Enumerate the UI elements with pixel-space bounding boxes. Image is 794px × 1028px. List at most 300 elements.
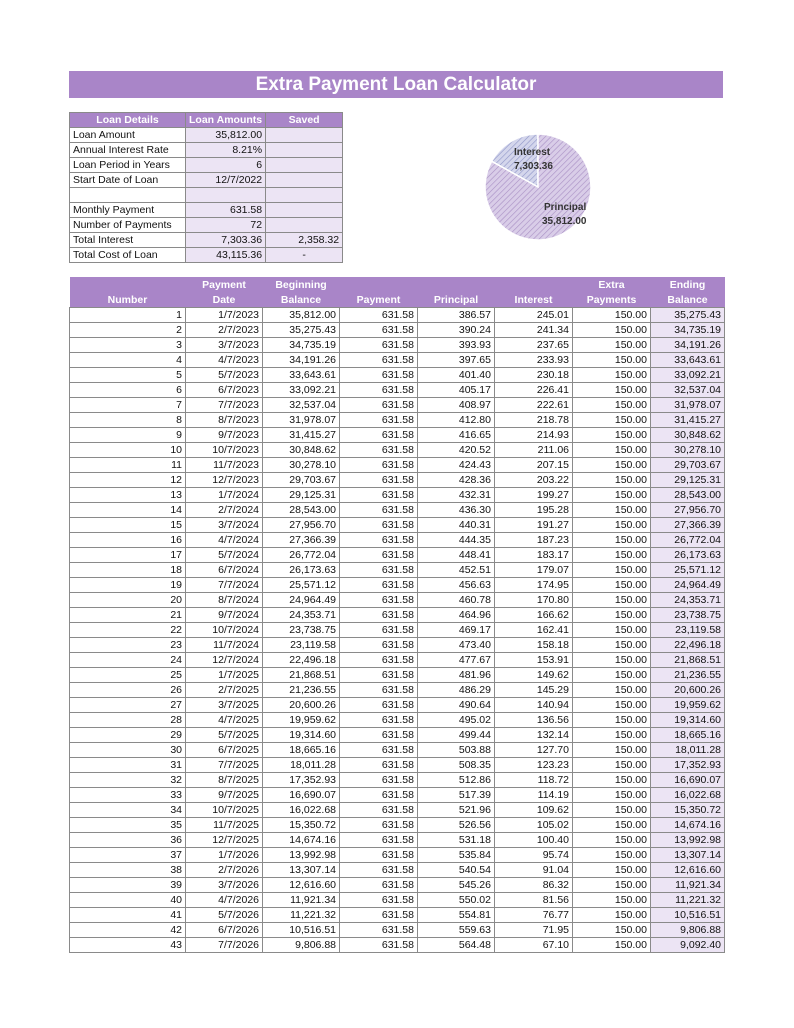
cell-interest: 179.07 [495,563,573,578]
cell-extra-payments: 150.00 [573,548,651,563]
cell-payment: 631.58 [340,713,418,728]
cell-extra-payments: 150.00 [573,323,651,338]
cell-number: 38 [70,863,186,878]
cell-principal: 452.51 [418,563,495,578]
cell-beginning-balance: 21,868.51 [263,668,340,683]
table-row [70,833,725,848]
table-row [70,653,725,668]
cell-payment: 631.58 [340,908,418,923]
cell-number: 33 [70,788,186,803]
loan-details-table [69,112,343,263]
cell-extra-payments: 150.00 [573,698,651,713]
cell-ending-balance: 26,772.04 [651,533,725,548]
cell-interest: 162.41 [495,623,573,638]
cell-number: 41 [70,908,186,923]
table-row [70,563,725,578]
table-row [70,518,725,533]
cell-number: 25 [70,668,186,683]
cell-extra-payments: 150.00 [573,818,651,833]
detail-amount: 12/7/2022 [186,173,266,188]
cell-extra-payments: 150.00 [573,608,651,623]
cell-ending-balance: 34,735.19 [651,323,725,338]
cell-beginning-balance: 17,352.93 [263,773,340,788]
cell-payment: 631.58 [340,773,418,788]
cell-number: 14 [70,503,186,518]
cell-number: 2 [70,323,186,338]
cell-beginning-balance: 33,092.21 [263,383,340,398]
cell-number: 31 [70,758,186,773]
header-beginning-balance: Beginning [263,277,340,292]
header-number: Number [70,292,186,308]
cell-ending-balance: 13,307.14 [651,848,725,863]
cell-principal: 440.31 [418,518,495,533]
cell-principal: 526.56 [418,818,495,833]
cell-payment-date: 6/7/2025 [186,743,263,758]
cell-beginning-balance: 11,221.32 [263,908,340,923]
table-row [70,713,725,728]
cell-payment: 631.58 [340,578,418,593]
cell-extra-payments: 150.00 [573,773,651,788]
cell-extra-payments: 150.00 [573,593,651,608]
cell-payment-date: 4/7/2026 [186,893,263,908]
loan-detail-row [70,218,343,233]
cell-payment-date: 5/7/2026 [186,908,263,923]
cell-extra-payments: 150.00 [573,683,651,698]
cell-beginning-balance: 35,275.43 [263,323,340,338]
cell-payment: 631.58 [340,353,418,368]
cell-beginning-balance: 32,537.04 [263,398,340,413]
cell-number: 28 [70,713,186,728]
cell-payment: 631.58 [340,458,418,473]
cell-interest: 211.06 [495,443,573,458]
cell-extra-payments: 150.00 [573,518,651,533]
table-row [70,788,725,803]
detail-saved [266,203,343,218]
cell-number: 22 [70,623,186,638]
cell-beginning-balance: 13,992.98 [263,848,340,863]
table-row [70,818,725,833]
cell-payment-date: 5/7/2024 [186,548,263,563]
cell-interest: 105.02 [495,818,573,833]
detail-amount: 8.21% [186,143,266,158]
cell-principal: 481.96 [418,668,495,683]
table-row [70,773,725,788]
cell-principal: 477.67 [418,653,495,668]
cell-interest: 158.18 [495,638,573,653]
cell-ending-balance: 34,191.26 [651,338,725,353]
cell-number: 36 [70,833,186,848]
header-loan-amounts: Loan Amounts [186,113,266,128]
cell-payment: 631.58 [340,413,418,428]
header-payment-date: Date [186,292,263,308]
cell-principal: 486.29 [418,683,495,698]
cell-number: 35 [70,818,186,833]
cell-beginning-balance: 35,812.00 [263,308,340,323]
cell-interest: 199.27 [495,488,573,503]
cell-payment: 631.58 [340,938,418,953]
cell-ending-balance: 19,314.60 [651,713,725,728]
table-row [70,638,725,653]
cell-beginning-balance: 20,600.26 [263,698,340,713]
cell-extra-payments: 150.00 [573,863,651,878]
cell-interest: 207.15 [495,458,573,473]
cell-principal: 508.35 [418,758,495,773]
cell-payment-date: 3/7/2025 [186,698,263,713]
cell-principal: 420.52 [418,443,495,458]
cell-principal: 521.96 [418,803,495,818]
detail-saved [266,158,343,173]
cell-ending-balance: 30,848.62 [651,428,725,443]
header-principal [418,277,495,292]
cell-payment-date: 3/7/2026 [186,878,263,893]
table-row [70,338,725,353]
cell-ending-balance: 13,992.98 [651,833,725,848]
cell-beginning-balance: 34,735.19 [263,338,340,353]
cell-payment: 631.58 [340,473,418,488]
pie-label-principal: Principal [544,202,587,213]
cell-ending-balance: 19,959.62 [651,698,725,713]
table-row [70,413,725,428]
table-row [70,878,725,893]
table-row [70,473,725,488]
table-row [70,908,725,923]
detail-amount: 631.58 [186,203,266,218]
cell-payment-date: 12/7/2024 [186,653,263,668]
table-row [70,533,725,548]
cell-principal: 512.86 [418,773,495,788]
detail-saved [266,143,343,158]
cell-principal: 535.84 [418,848,495,863]
cell-extra-payments: 150.00 [573,638,651,653]
cell-ending-balance: 27,366.39 [651,518,725,533]
loan-detail-row [70,158,343,173]
cell-extra-payments: 150.00 [573,578,651,593]
cell-payment-date: 6/7/2026 [186,923,263,938]
cell-interest: 140.94 [495,698,573,713]
table-row [70,323,725,338]
cell-payment: 631.58 [340,443,418,458]
cell-extra-payments: 150.00 [573,368,651,383]
cell-payment-date: 11/7/2025 [186,818,263,833]
cell-payment: 631.58 [340,308,418,323]
cell-beginning-balance: 22,496.18 [263,653,340,668]
cell-beginning-balance: 31,978.07 [263,413,340,428]
cell-beginning-balance: 30,848.62 [263,443,340,458]
cell-payment: 631.58 [340,338,418,353]
cell-interest: 183.17 [495,548,573,563]
cell-beginning-balance: 16,022.68 [263,803,340,818]
header-saved: Saved [266,113,343,128]
cell-payment-date: 7/7/2026 [186,938,263,953]
table-row [70,383,725,398]
header-number [70,277,186,292]
cell-ending-balance: 23,119.58 [651,623,725,638]
cell-payment: 631.58 [340,623,418,638]
table-row [70,698,725,713]
cell-principal: 460.78 [418,593,495,608]
cell-ending-balance: 27,956.70 [651,503,725,518]
cell-beginning-balance: 15,350.72 [263,818,340,833]
cell-extra-payments: 150.00 [573,563,651,578]
cell-number: 19 [70,578,186,593]
cell-number: 1 [70,308,186,323]
cell-principal: 428.36 [418,473,495,488]
cell-principal: 503.88 [418,743,495,758]
detail-label: Number of Payments [70,218,186,233]
cell-payment: 631.58 [340,593,418,608]
cell-interest: 132.14 [495,728,573,743]
cell-beginning-balance: 18,665.16 [263,743,340,758]
loan-detail-row [70,233,343,248]
cell-number: 21 [70,608,186,623]
cell-extra-payments: 150.00 [573,413,651,428]
cell-interest: 95.74 [495,848,573,863]
table-row [70,803,725,818]
cell-ending-balance: 21,236.55 [651,668,725,683]
cell-payment: 631.58 [340,683,418,698]
cell-principal: 540.54 [418,863,495,878]
cell-beginning-balance: 25,571.12 [263,578,340,593]
cell-beginning-balance: 31,415.27 [263,428,340,443]
cell-principal: 432.31 [418,488,495,503]
cell-interest: 222.61 [495,398,573,413]
cell-payment-date: 2/7/2023 [186,323,263,338]
header-payment-date: Payment [186,277,263,292]
cell-ending-balance: 29,703.67 [651,458,725,473]
cell-ending-balance: 33,643.61 [651,353,725,368]
cell-interest: 214.93 [495,428,573,443]
table-row [70,668,725,683]
cell-principal: 545.26 [418,878,495,893]
cell-interest: 187.23 [495,533,573,548]
cell-interest: 100.40 [495,833,573,848]
cell-payment-date: 12/7/2023 [186,473,263,488]
cell-payment: 631.58 [340,533,418,548]
cell-payment-date: 2/7/2024 [186,503,263,518]
cell-principal: 495.02 [418,713,495,728]
detail-amount: 35,812.00 [186,128,266,143]
cell-principal: 550.02 [418,893,495,908]
cell-principal: 444.35 [418,533,495,548]
cell-payment-date: 11/7/2024 [186,638,263,653]
cell-payment-date: 9/7/2025 [186,788,263,803]
header-payment: Payment [340,292,418,308]
cell-payment-date: 4/7/2025 [186,713,263,728]
table-row [70,683,725,698]
cell-interest: 118.72 [495,773,573,788]
cell-interest: 237.65 [495,338,573,353]
cell-ending-balance: 16,690.07 [651,773,725,788]
cell-payment-date: 1/7/2024 [186,488,263,503]
cell-payment: 631.58 [340,323,418,338]
cell-beginning-balance: 9,806.88 [263,938,340,953]
cell-principal: 393.93 [418,338,495,353]
cell-ending-balance: 26,173.63 [651,548,725,563]
cell-payment-date: 2/7/2026 [186,863,263,878]
cell-payment-date: 8/7/2023 [186,413,263,428]
detail-amount: 7,303.36 [186,233,266,248]
cell-beginning-balance: 19,314.60 [263,728,340,743]
table-row [70,938,725,953]
cell-number: 24 [70,653,186,668]
cell-extra-payments: 150.00 [573,488,651,503]
cell-payment-date: 9/7/2024 [186,608,263,623]
header-interest: Interest [495,292,573,308]
cell-principal: 416.65 [418,428,495,443]
cell-payment: 631.58 [340,638,418,653]
cell-principal: 401.40 [418,368,495,383]
cell-ending-balance: 22,496.18 [651,638,725,653]
cell-beginning-balance: 28,543.00 [263,503,340,518]
cell-ending-balance: 21,868.51 [651,653,725,668]
cell-number: 9 [70,428,186,443]
cell-principal: 424.43 [418,458,495,473]
cell-payment: 631.58 [340,428,418,443]
cell-payment-date: 3/7/2023 [186,338,263,353]
cell-payment-date: 10/7/2023 [186,443,263,458]
cell-beginning-balance: 23,738.75 [263,623,340,638]
page-title: Extra Payment Loan Calculator [69,71,723,98]
cell-payment: 631.58 [340,818,418,833]
cell-extra-payments: 150.00 [573,443,651,458]
cell-payment-date: 4/7/2023 [186,353,263,368]
cell-interest: 241.34 [495,323,573,338]
cell-payment: 631.58 [340,668,418,683]
cell-extra-payments: 150.00 [573,908,651,923]
detail-saved [266,188,343,203]
detail-amount: 72 [186,218,266,233]
cell-interest: 203.22 [495,473,573,488]
loan-detail-row [70,188,343,203]
cell-principal: 397.65 [418,353,495,368]
cell-extra-payments: 150.00 [573,713,651,728]
cell-extra-payments: 150.00 [573,533,651,548]
cell-payment: 631.58 [340,698,418,713]
table-row [70,623,725,638]
cell-extra-payments: 150.00 [573,848,651,863]
cell-principal: 436.30 [418,503,495,518]
cell-payment-date: 7/7/2025 [186,758,263,773]
detail-label: Loan Period in Years [70,158,186,173]
header-extra-payments: Payments [573,292,651,308]
cell-beginning-balance: 14,674.16 [263,833,340,848]
cell-beginning-balance: 10,516.51 [263,923,340,938]
header-ending-balance: Balance [651,292,725,308]
cell-interest: 136.56 [495,713,573,728]
cell-payment: 631.58 [340,803,418,818]
cell-interest: 233.93 [495,353,573,368]
cell-interest: 226.41 [495,383,573,398]
header-principal: Principal [418,292,495,308]
cell-extra-payments: 150.00 [573,833,651,848]
cell-beginning-balance: 21,236.55 [263,683,340,698]
interest-principal-pie-chart [480,128,600,248]
cell-payment-date: 7/7/2024 [186,578,263,593]
cell-payment-date: 3/7/2024 [186,518,263,533]
cell-beginning-balance: 27,366.39 [263,533,340,548]
cell-payment: 631.58 [340,743,418,758]
table-row [70,608,725,623]
cell-beginning-balance: 29,703.67 [263,473,340,488]
cell-payment-date: 11/7/2023 [186,458,263,473]
cell-payment-date: 6/7/2023 [186,383,263,398]
table-row [70,863,725,878]
cell-number: 15 [70,518,186,533]
cell-ending-balance: 17,352.93 [651,758,725,773]
cell-beginning-balance: 27,956.70 [263,518,340,533]
cell-principal: 531.18 [418,833,495,848]
table-row [70,593,725,608]
cell-principal: 517.39 [418,788,495,803]
cell-extra-payments: 150.00 [573,473,651,488]
cell-payment: 631.58 [340,518,418,533]
cell-extra-payments: 150.00 [573,803,651,818]
cell-extra-payments: 150.00 [573,758,651,773]
cell-number: 6 [70,383,186,398]
cell-ending-balance: 9,092.40 [651,938,725,953]
cell-extra-payments: 150.00 [573,878,651,893]
cell-beginning-balance: 34,191.26 [263,353,340,368]
table-row [70,353,725,368]
cell-extra-payments: 150.00 [573,308,651,323]
cell-payment: 631.58 [340,923,418,938]
cell-number: 26 [70,683,186,698]
cell-payment-date: 2/7/2025 [186,683,263,698]
pie-label-interest: Interest [514,147,551,158]
cell-payment-date: 10/7/2024 [186,623,263,638]
cell-extra-payments: 150.00 [573,728,651,743]
cell-payment-date: 6/7/2024 [186,563,263,578]
loan-detail-row [70,143,343,158]
cell-payment-date: 1/7/2025 [186,668,263,683]
cell-interest: 86.32 [495,878,573,893]
cell-number: 13 [70,488,186,503]
cell-beginning-balance: 33,643.61 [263,368,340,383]
table-row [70,503,725,518]
cell-interest: 149.62 [495,668,573,683]
detail-label: Total Cost of Loan [70,248,186,263]
cell-payment-date: 7/7/2023 [186,398,263,413]
cell-extra-payments: 150.00 [573,668,651,683]
cell-number: 23 [70,638,186,653]
detail-label: Start Date of Loan [70,173,186,188]
loan-detail-row [70,203,343,218]
loan-detail-row [70,173,343,188]
cell-beginning-balance: 26,173.63 [263,563,340,578]
header-interest [495,277,573,292]
cell-ending-balance: 24,964.49 [651,578,725,593]
cell-interest: 174.95 [495,578,573,593]
cell-beginning-balance: 24,353.71 [263,608,340,623]
cell-beginning-balance: 24,964.49 [263,593,340,608]
table-row [70,428,725,443]
loan-detail-row [70,248,343,263]
cell-principal: 564.48 [418,938,495,953]
cell-payment: 631.58 [340,653,418,668]
cell-payment-date: 5/7/2023 [186,368,263,383]
cell-interest: 109.62 [495,803,573,818]
cell-ending-balance: 10,516.51 [651,908,725,923]
cell-payment: 631.58 [340,758,418,773]
table-row [70,398,725,413]
cell-ending-balance: 31,978.07 [651,398,725,413]
cell-ending-balance: 12,616.60 [651,863,725,878]
cell-payment: 631.58 [340,503,418,518]
cell-principal: 412.80 [418,413,495,428]
cell-payment: 631.58 [340,833,418,848]
detail-label: Annual Interest Rate [70,143,186,158]
cell-payment-date: 8/7/2025 [186,773,263,788]
